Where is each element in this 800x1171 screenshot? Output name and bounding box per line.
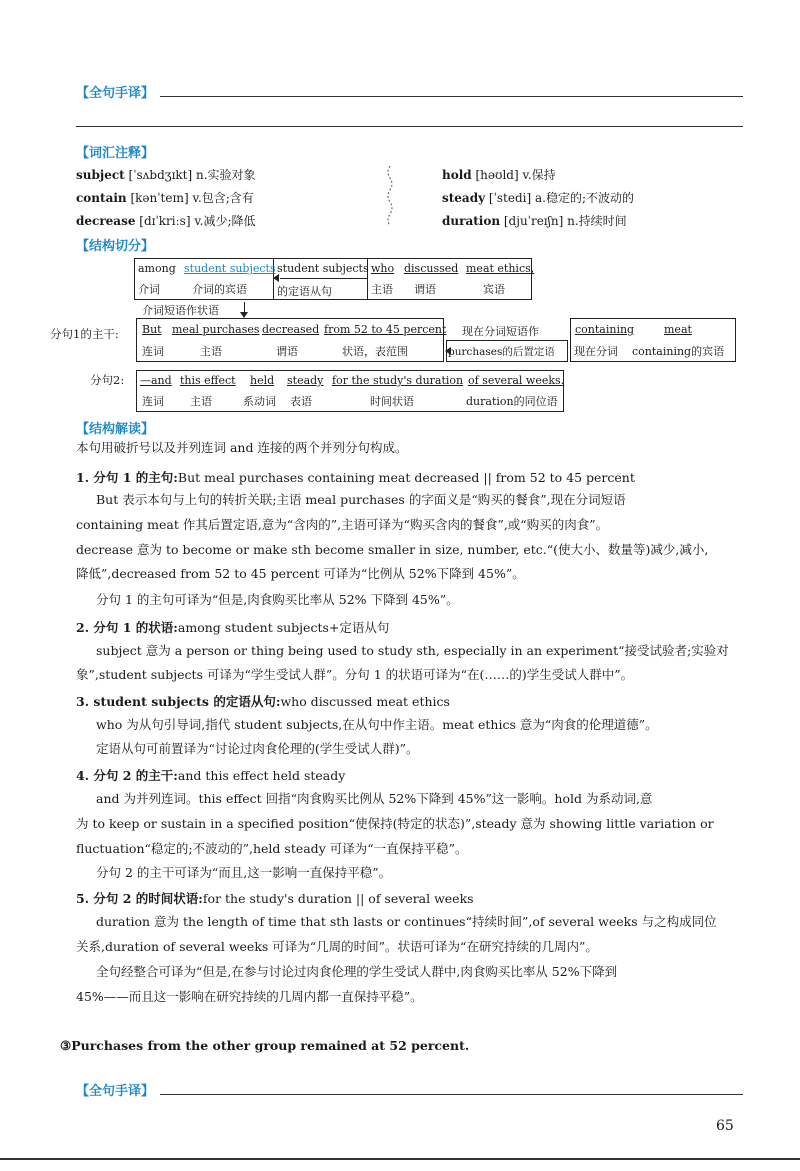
vocab-item: steady [ˈstedi] a.稳定的;不波动的: [442, 191, 634, 205]
answer-line: [160, 96, 743, 97]
vocab-item: duration [djuˈreɪʃn] n.持续时间: [442, 214, 627, 228]
section-3: 3. student subjects 的定语从句:who discussed meat ethics: [76, 694, 450, 709]
page-bottom-edge: [0, 1158, 800, 1160]
prep-phrase-label: 介词短语作状语: [142, 304, 219, 317]
answer-line: [76, 126, 743, 127]
full-translation-label: 【全句手译】: [76, 1084, 155, 1099]
section-4: 4. 分句 2 的主干:and this effect held steady: [76, 768, 346, 783]
vocab-item: contain [kənˈteɪn] v.包含;含有: [76, 191, 254, 205]
answer-line: [160, 1094, 743, 1095]
vocab-item: decrease [dɪˈkriːs] v.减少;降低: [76, 214, 256, 228]
arrow-left-icon: [445, 347, 451, 355]
section-1: 1. 分句 1 的主句:But meal purchases containing meat decreased || from 52 to 45 percent: [76, 470, 635, 485]
next-sentence: ③Purchases from the other group remained at 52 percent.: [60, 1038, 470, 1053]
participle-label: 现在分词短语作: [462, 325, 539, 338]
full-translation-label: 【全句手译】: [76, 86, 155, 101]
section-2: 2. 分句 1 的状语:among student subjects+定语从句: [76, 620, 390, 635]
vocab-item: subject [ˈsʌbdʒɪkt] n.实验对象: [76, 168, 256, 182]
clause1-label: 分句1的主干:: [50, 327, 119, 341]
vocab-header: 【词汇注释】: [76, 146, 155, 161]
word-among: among: [138, 262, 176, 275]
structure-header: 【结构切分】: [76, 239, 155, 254]
page-number: 65: [716, 1118, 734, 1134]
arrow-left-icon: [273, 274, 279, 282]
analysis-header: 【结构解读】: [76, 422, 155, 437]
word-student-subjects: student subjects: [184, 262, 276, 275]
clause2-label: 分句2:: [90, 373, 125, 387]
section-5: 5. 分句 2 的时间状语:for the study's duration || of several weeks: [76, 891, 474, 906]
vocab-item: hold [həʊld] v.保持: [442, 168, 556, 182]
dotted-divider-icon: [384, 164, 396, 228]
